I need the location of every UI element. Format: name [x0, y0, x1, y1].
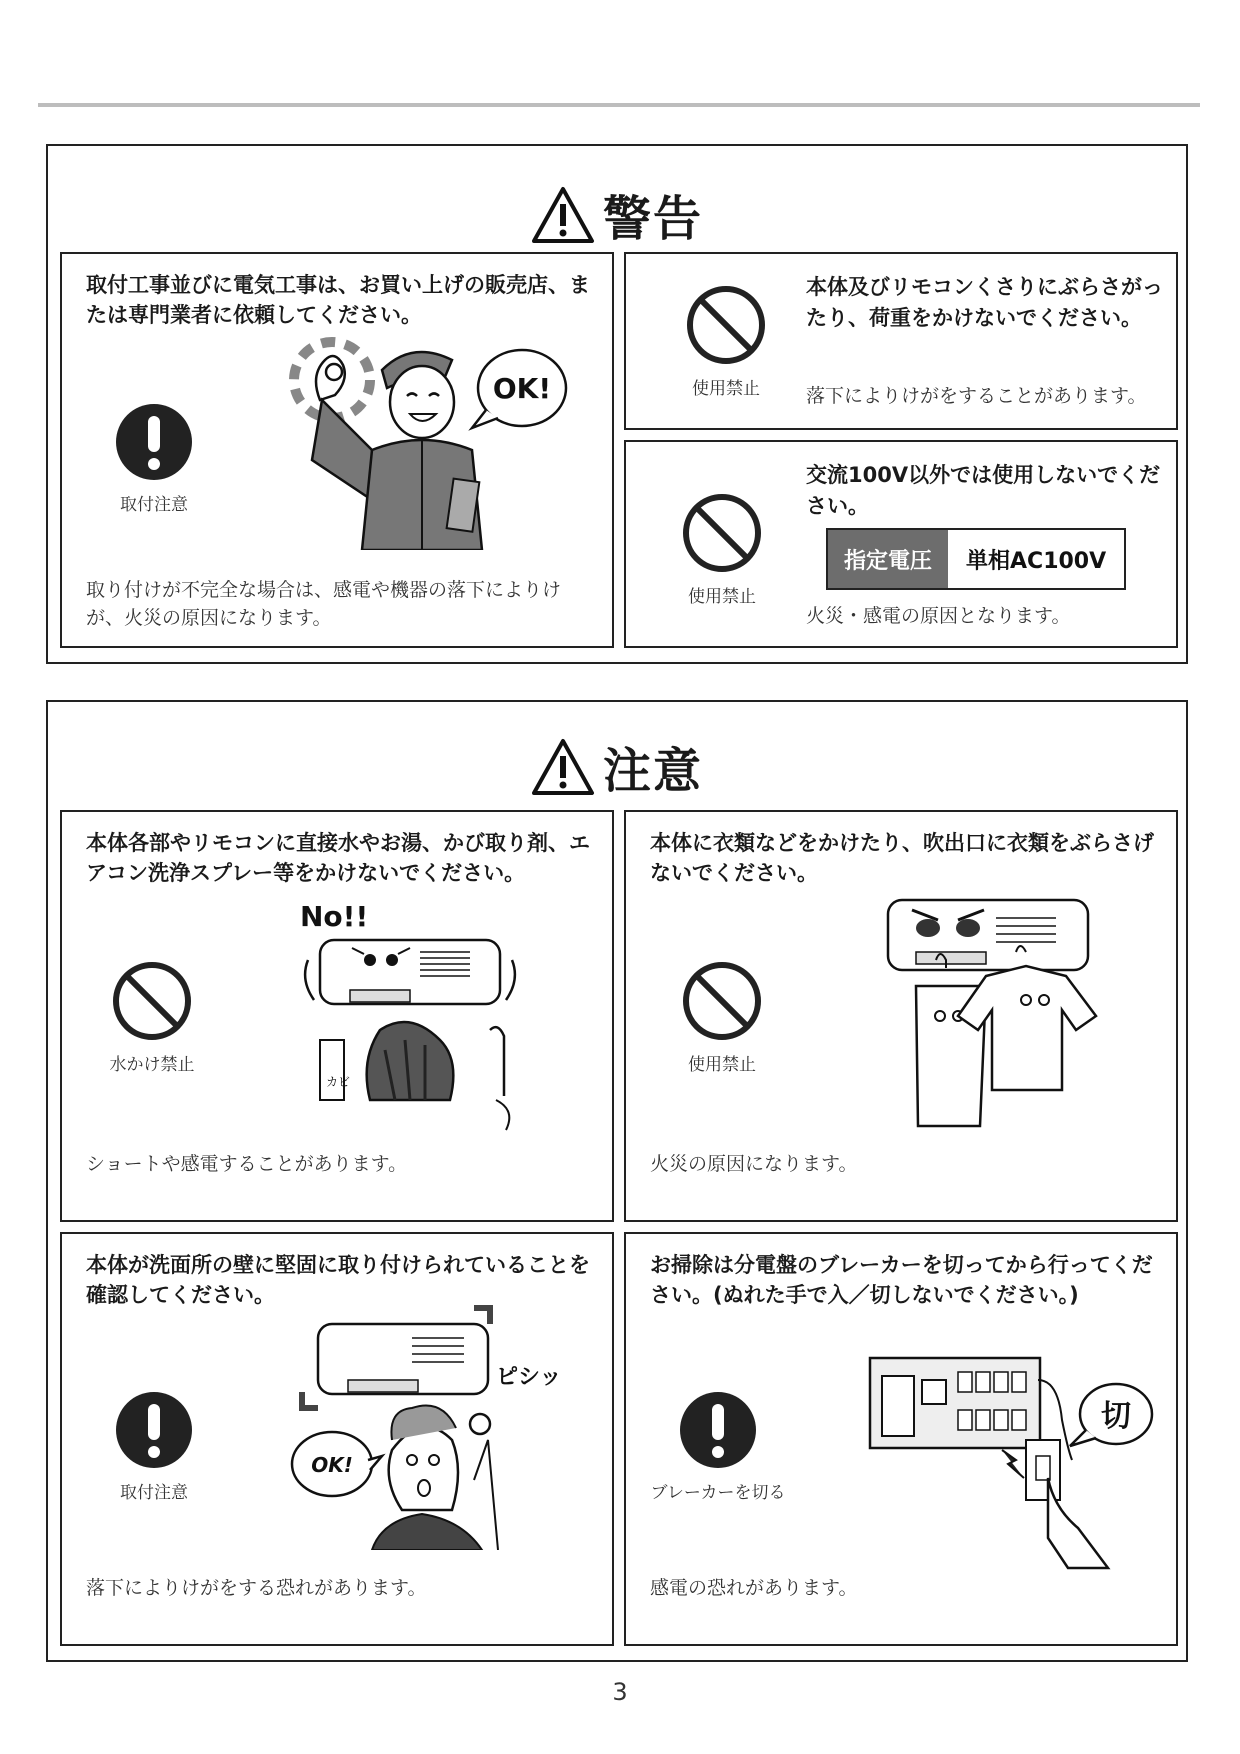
card-heading: 取付工事並びに電気工事は、お買い上げの販売店、または専門業者に依頼してください。 [86, 273, 590, 327]
card-heading: 交流100V以外では使用しないでください。 [806, 463, 1161, 518]
icon-label: ブレーカーを切る [650, 1483, 786, 1503]
heater-water-illustration [290, 900, 590, 1140]
card-note: 落下によりけがをする恐れがあります。 [86, 1577, 427, 1599]
icon-label: 水かけ禁止 [109, 1055, 195, 1075]
card-heading: 本体及びリモコンくさりにぶらさがったり、荷重をかけないでください。 [806, 275, 1163, 330]
caution-card-clothes [624, 810, 1178, 1222]
warning-title [48, 180, 1186, 249]
top-rule [38, 103, 1200, 107]
warning-card-voltage [624, 440, 1178, 648]
no-exclaim-text: No!! [300, 900, 369, 933]
caution-title-text: 注意 [602, 743, 703, 799]
prohibited-icon [681, 960, 763, 1042]
ok-bubble-text: OK! [311, 1453, 353, 1477]
warning-card-install [60, 252, 614, 648]
card-note: 火災の原因になります。 [650, 1153, 858, 1175]
card-heading: お掃除は分電盤のブレーカーを切ってから行ってください。(ぬれた手で入／切しないでください。) [650, 1253, 1153, 1307]
caution-section [46, 700, 1188, 1662]
worker-ok-illustration [272, 330, 572, 550]
exclamation-icon [114, 1390, 194, 1470]
card-heading: 本体に衣類などをかけたり、吹出口に衣類をぶらさげないでください。 [650, 831, 1154, 885]
card-note: ショートや感電することがあります。 [86, 1153, 408, 1175]
warning-card-hang [624, 252, 1178, 430]
prohibited-icon [681, 492, 763, 574]
prohibited-icon [111, 960, 193, 1042]
prohibited-icon-group [92, 960, 212, 1075]
exclamation-icon [114, 402, 194, 482]
caution-card-mount [60, 1232, 614, 1646]
breaker-caution-icon-group [648, 1390, 788, 1503]
ok-bubble-text: OK! [492, 372, 552, 405]
wall-mount-illustration [288, 1300, 598, 1550]
icon-label: 取付注意 [120, 495, 188, 515]
card-note: 感電の恐れがあります。 [650, 1577, 858, 1599]
card-heading: 本体が洗面所の壁に堅固に取り付けられていることを確認してください。 [86, 1253, 590, 1307]
caution-card-breaker [624, 1232, 1178, 1646]
warning-triangle-icon [531, 186, 595, 244]
card-note: 落下によりけがをすることがあります。 [806, 385, 1147, 407]
warning-section [46, 144, 1188, 664]
caution-card-water [60, 810, 614, 1222]
breaker-panel-illustration [862, 1350, 1162, 1570]
icon-label: 使用禁止 [692, 379, 760, 399]
caution-title [48, 732, 1186, 801]
card-heading: 本体各部やリモコンに直接水やお湯、かび取り剤、エアコン洗浄スプレー等をかけないでください。 [86, 831, 590, 885]
warning-title-text: 警告 [602, 191, 703, 247]
icon-label: 使用禁止 [688, 1055, 756, 1075]
prohibited-icon-group [662, 960, 782, 1075]
caution-triangle-icon [531, 738, 595, 796]
cut-bubble-text: 切 [1101, 1399, 1131, 1434]
sound-effect-text: ピシッ [496, 1365, 562, 1390]
prohibited-icon-group [666, 284, 786, 399]
prohibited-icon-group [662, 492, 782, 607]
page-number: 3 [612, 1678, 628, 1706]
install-caution-icon-group [94, 402, 214, 515]
icon-label: 使用禁止 [688, 587, 756, 607]
voltage-spec-box [826, 528, 1126, 590]
icon-label: 取付注意 [120, 1483, 188, 1503]
install-caution-icon-group [94, 1390, 214, 1503]
prohibited-icon [685, 284, 767, 366]
exclamation-icon [678, 1390, 758, 1470]
voltage-value: 単相AC100V [966, 548, 1107, 574]
heater-clothes-illustration [876, 890, 1156, 1140]
card-note: 取り付けが不完全な場合は、感電や機器の落下によりけが、火災の原因になります。 [86, 579, 562, 629]
bottle-label: カビ [326, 1075, 351, 1089]
voltage-key: 指定電圧 [828, 530, 948, 588]
card-note: 火災・感電の原因となります。 [806, 605, 1071, 627]
